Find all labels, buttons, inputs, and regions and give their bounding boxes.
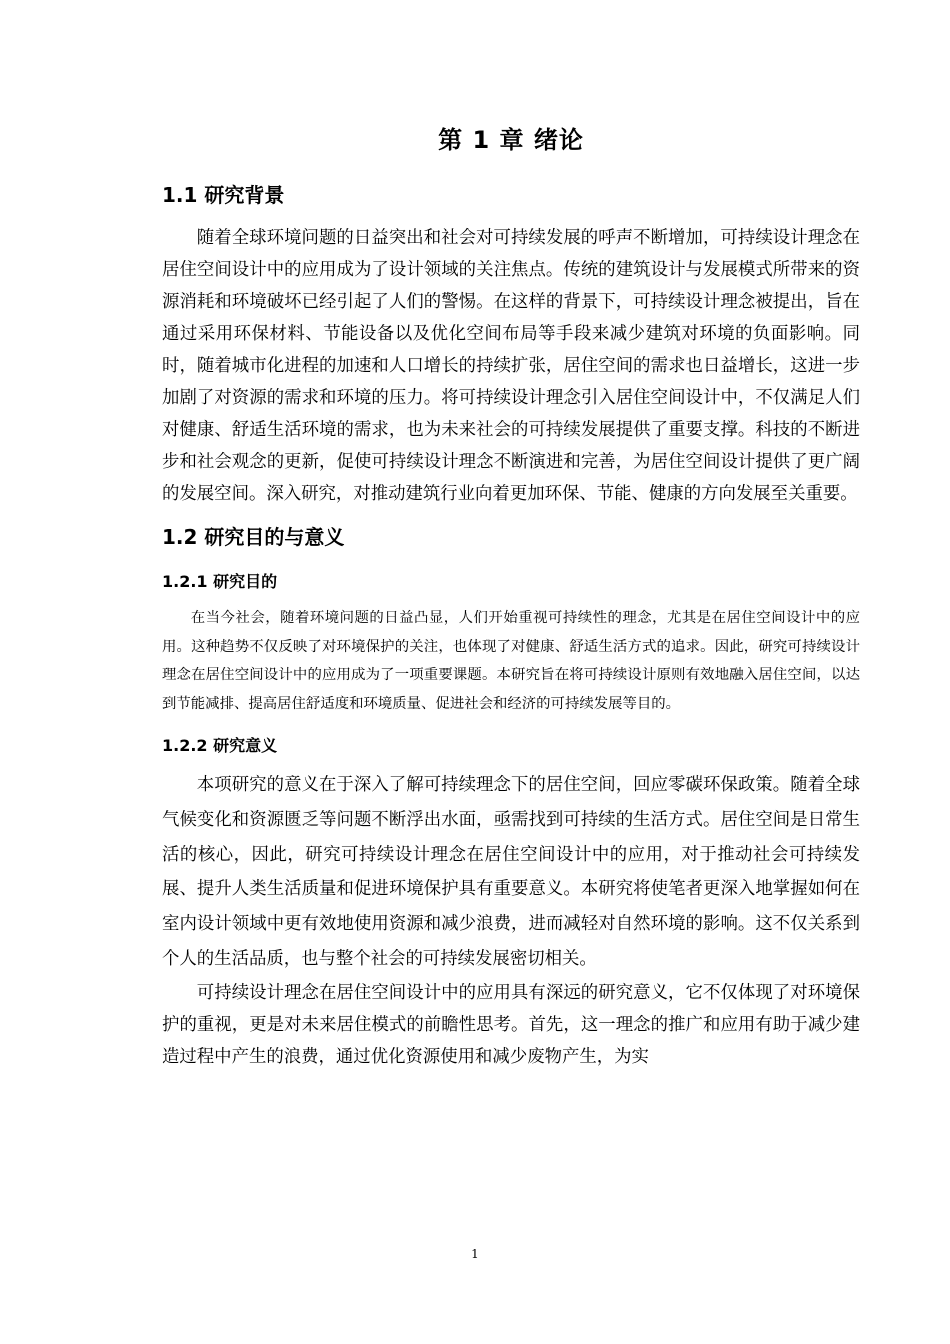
subsection-heading-1-2-2: 1.2.2 研究意义 bbox=[162, 736, 278, 755]
significance-paragraph-2: 可持续设计理念在居住空间设计中的应用具有深远的研究意义，它不仅体现了对环境保护的重视，更是对未来居住模式的前瞻性思考。首先，这一理念的推广和应用有助于减少建造过程中产生的浪费，通过优化资源使用和减少废物产生，为实 bbox=[162, 982, 860, 1067]
purpose-paragraph: 在当今社会，随着环境问题的日益凸显，人们开始重视可持续性的理念，尤其是在居住空间设计中的应用。这种趋势不仅反映了对环境保护的关注，也体现了对健康、舒适生活方式的追求。因此，研究可持续设计理念在居住空间设计中的应用成为了一项重要课题。本研究旨在将可持续设计原则有效地融入居住空间，以达到节能减排、提高居住舒适度和环境质量、促进社会和经济的可持续发展等目的。 bbox=[162, 610, 860, 712]
significance-paragraph-1: 本项研究的意义在于深入了解可持续理念下的居住空间，回应零碳环保政策。随着全球气候变化和资源匮乏等问题不断浮出水面，亟需找到可持续的生活方式。居住空间是日常生活的核心，因此，研究可持续设计理念在居住空间设计中的应用，对于推动社会可持续发展、提升人类生活质量和促进环境保护具有重要意义。本研究将使笔者更深入地掌握如何在室内设计领域中更有效地使用资源和减少浪费，进而减轻对自然环境的影响。这不仅关系到个人的生活品质，也与整个社会的可持续发展密切相关。 bbox=[162, 775, 860, 969]
page-content bbox=[162, 118, 860, 1073]
page-number: 1 bbox=[471, 1247, 479, 1261]
subsection-heading-1-2-1: 1.2.1 研究目的 bbox=[162, 572, 278, 591]
section-heading-1-2: 1.2 研究目的与意义 bbox=[162, 525, 345, 549]
chapter-title: 第 1 章 绪论 bbox=[438, 126, 584, 154]
section-heading-1-1: 1.1 研究背景 bbox=[162, 183, 285, 207]
background-paragraph: 随着全球环境问题的日益突出和社会对可持续发展的呼声不断增加，可持续设计理念在居住空间设计中的应用成为了设计领域的关注焦点。传统的建筑设计与发展模式所带来的资源消耗和环境破坏已经引起了人们的警惕。在这样的背景下，可持续设计理念被提出，旨在通过采用环保材料、节能设备以及优化空间布局等手段来减少建筑对环境的负面影响。同时，随着城市化进程的加速和人口增长的持续扩张，居住空间的需求也日益增长，这进一步加剧了对资源的需求和环境的压力。将可持续设计理念引入居住空间设计中，不仅满足人们对健康、舒适生活环境的需求，也为未来社会的可持续发展提供了重要支撑。科技的不断进步和社会观念的更新，促使可持续设计理念不断演进和完善，为居住空间设计提供了更广阔的发展空间。深入研究，对推动建筑行业向着更加环保、节能、健康的方向发展至关重要。 bbox=[162, 228, 860, 504]
